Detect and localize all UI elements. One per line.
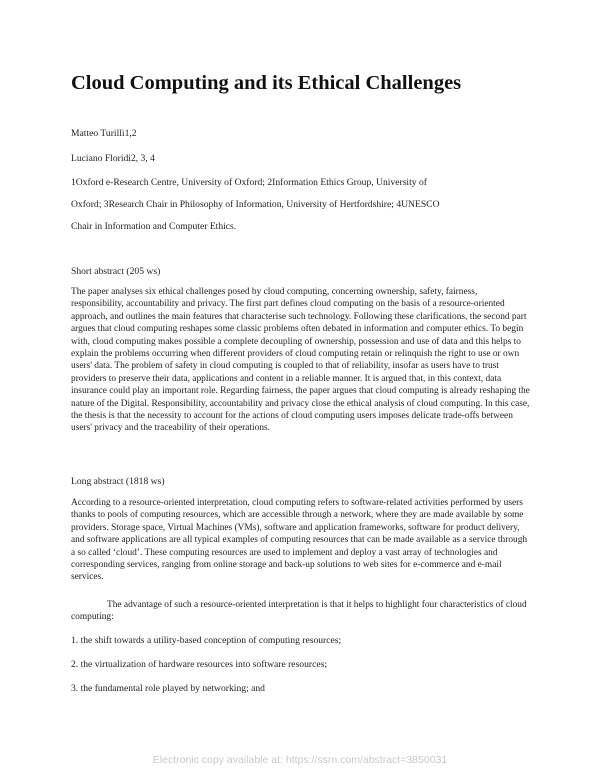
affiliation-line: Oxford; 3Research Chair in Philosophy of Information, University of Hertfordshire; 4UNESCO <box>71 199 440 210</box>
long-abstract-paragraph: The advantage of such a resource-oriented interpretation is that it helps to highlight four characteristics of cloud computing: <box>71 600 527 623</box>
list-item: 2. the virtualization of hardware resources into software resources; <box>71 659 328 670</box>
ssrn-footer-notice: Electronic copy available at: https://ssrn.com/abstract=3850031 <box>152 754 448 766</box>
author-line: Luciano Floridi2, 3, 4 <box>71 153 155 164</box>
list-item: 3. the fundamental role played by networking; and <box>71 683 265 694</box>
short-abstract-text: The paper analyses six ethical challenges posed by cloud computing, concerning ownership, safety, fairness, responsibility, accountability and privacy. The first part defines cloud computing on the basis of a resource-oriented approach, and outlines the main features that characterise such technology. Following these clarifications, the second part argues that cloud computing reshapes some classic problems often debated in information and computer ethics. To begin with, cloud computing makes possible a complete decoupling of ownership, possession and use of data and this helps to explain the problems occurring when different providers of cloud computing retain or relinquish the right to use or own users' data. The problem of safety in cloud computing is coupled to that of reliability, insofar as users have to trust providers to preserve their data, applications and content in a reliable manner. It is argued that, in this context, data insurance could play an important role. Regarding fairness, the paper argues that cloud computing is already reshaping the nature of the Digital. Responsibility, accountability and privacy close the ethical analysis of cloud computing. In this case, the thesis is that the necessity to account for the actions of cloud computing users imposes delicate trade-offs between users' privacy and the traceability of their operations. <box>71 287 530 434</box>
author-line: Matteo Turilli1,2 <box>71 128 137 139</box>
short-abstract-heading: Short abstract (205 ws) <box>71 266 161 277</box>
long-abstract-paragraph: According to a resource-oriented interpretation, cloud computing refers to software-related activities performed by users thanks to pools of computing resources, which are accessible through a network, where they are made available by some providers. Storage space, Virtual Machines (VMs), software and application frameworks, software for product delivery, and software applications are all typical examples of computing resources that can be made available as a service through a so called ‘cloud’. These computing resources are used to implement and deploy a vast array of technologies and corresponding services, ranging from online storage and back-up solutions to web sites for e-commerce and e-mail services. <box>71 498 528 583</box>
paper-title: Cloud Computing and its Ethical Challenges <box>71 72 462 94</box>
affiliation-line: Chair in Information and Computer Ethics. <box>71 221 237 232</box>
list-item: 1. the shift towards a utility-based conception of computing resources; <box>71 635 342 646</box>
long-abstract-heading: Long abstract (1818 ws) <box>71 476 165 487</box>
affiliation-line: 1Oxford e-Research Centre, University of Oxford; 2Information Ethics Group, University of <box>71 177 427 188</box>
